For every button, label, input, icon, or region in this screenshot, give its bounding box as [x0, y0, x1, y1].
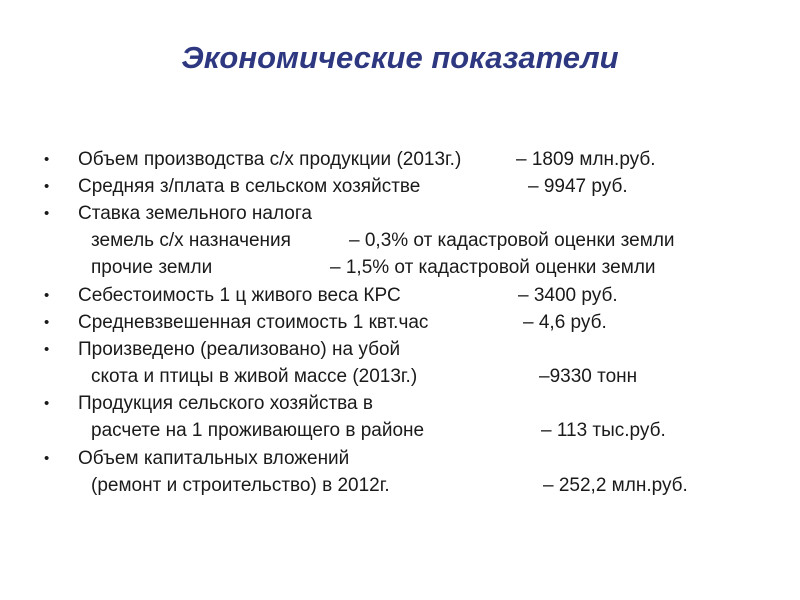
sub-indicator-label: земель с/х назначения	[91, 230, 291, 251]
indicator-label: Объем капитальных вложений	[78, 448, 350, 469]
indicator-value: – 1809 млн.руб.	[516, 149, 656, 170]
sub-indicator-value: – 0,3% от кадастровой оценки земли	[349, 230, 675, 251]
indicator-label-continued: расчете на 1 проживающего в районе	[91, 420, 425, 441]
indicator-value: – 3400 руб.	[518, 285, 618, 306]
indicator-label: Продукция сельского хозяйства в	[78, 393, 373, 414]
indicator-label-continued: (ремонт и строительство) в 2012г.	[91, 475, 390, 496]
bullet-icon: •	[44, 178, 50, 195]
sub-indicator-value: – 1,5% от кадастровой оценки земли	[330, 257, 656, 278]
indicator-value: – 113 тыс.руб.	[541, 420, 666, 441]
indicator-label: Произведено (реализовано) на убой	[78, 339, 401, 360]
indicator-label: Средневзвешенная стоимость 1 квт.час	[78, 312, 429, 333]
slide-title: Экономические показатели	[181, 40, 619, 75]
bullet-icon: •	[44, 314, 50, 331]
bullet-icon: •	[44, 450, 50, 467]
bullet-icon: •	[44, 205, 50, 222]
bullet-icon: •	[44, 341, 50, 358]
indicator-label: Ставка земельного налога	[78, 203, 312, 224]
bullet-icon: •	[44, 395, 50, 412]
indicator-label-continued: скота и птицы в живой массе (2013г.)	[91, 366, 418, 387]
indicator-label: Объем производства с/х продукции (2013г.)	[78, 149, 462, 170]
indicator-label: Средняя з/плата в сельском хозяйстве	[78, 176, 421, 197]
indicator-value: –9330 тонн	[539, 366, 638, 387]
indicator-value: – 252,2 млн.руб.	[543, 475, 688, 496]
indicator-value: – 4,6 руб.	[523, 312, 607, 333]
indicator-value: – 9947 руб.	[528, 176, 628, 197]
sub-indicator-label: прочие земли	[91, 257, 213, 278]
indicator-label: Себестоимость 1 ц живого веса КРС	[78, 285, 401, 306]
bullet-icon: •	[44, 287, 50, 304]
bullet-icon: •	[44, 151, 50, 168]
